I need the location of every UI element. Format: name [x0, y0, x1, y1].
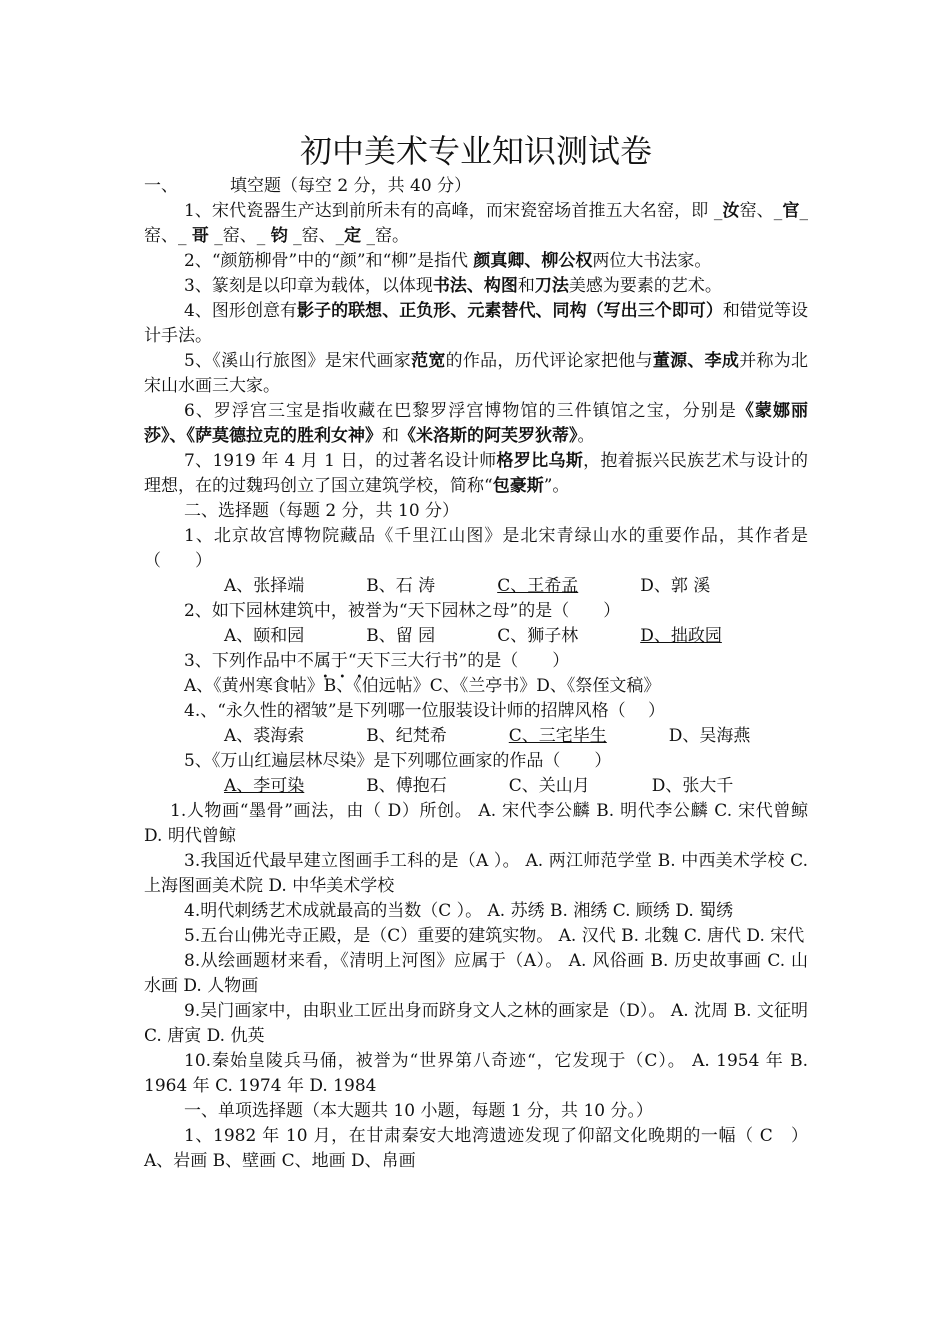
- fill-question-7: 7、1919 年 4 月 1 日，的过著名设计师格罗比乌斯，抱着振兴民族艺术与设计的理想，在的过魏玛创立了国立建筑学校，简称“包豪斯”。: [144, 451, 809, 496]
- section-3-heading: 一、单项选择题（本大题共 10 小题，每题 1 分，共 10 分。）: [184, 1101, 654, 1121]
- section-heading-text: 填空题（每空 2 分，共 40 分）: [230, 176, 472, 196]
- choice-question-4: 4.、“永久性的褶皱”是下列哪一位服装设计师的招牌风格（ ）: [184, 701, 666, 721]
- page-title: 初中美术专业知识测试卷: [299, 132, 652, 170]
- extra-question-4: 4.明代刺绣艺术成就最高的当数（C ）。 A. 苏绣 B. 湘绣 C. 顾绣 D. 蜀绣: [184, 901, 734, 921]
- choice-options-3: A、《黄州寒食帖》B、《伯远帖》C、《兰亭书》D、《祭侄文稿》: [184, 676, 661, 696]
- choice-question-3: 3、下列作品中不属于“天下三大行书”的是（ ）: [184, 651, 570, 671]
- fill-question-4: 4、图形创意有影子的联想、正负形、元素替代、同构（写出三个即可）和错觉等设计手法。: [144, 301, 809, 346]
- section-1-heading: [144, 174, 808, 199]
- document-page: [144, 128, 808, 1174]
- choice-question-1: 1、北京故宫博物院藏品《千里江山图》是北宋青绿山水的重要作品，其作者是（ ）: [144, 526, 808, 571]
- choice-question-5: 5、《万山红遍层林尽染》是下列哪位画家的作品（ ）: [184, 751, 612, 771]
- single-choice-question-1: 1、1982 年 10 月，在甘肃秦安大地湾遗迹发现了仰韶文化晚期的一幅（ C ） A、岩画 B、壁画 C、地画 D、帛画: [144, 1126, 808, 1171]
- extra-question-8: 8.从绘画题材来看，《清明上河图》应属于（A）。 A. 风俗画 B. 历史故事画 C. 山水画 D. 人物画: [144, 951, 808, 996]
- extra-question-3: 3.我国近代最早建立图画手工科的是（A ）。 A. 两江师范学堂 B. 中西美术学校 C. 上海图画美术院 D. 中华美术学校: [144, 851, 808, 896]
- extra-question-5: 5.五台山佛光寺正殿，是（C）重要的建筑实物。 A. 汉代 B. 北魏 C. 唐代 D. 宋代: [184, 926, 805, 946]
- fill-question-1: 1、宋代瓷器生产达到前所未有的高峰，而宋瓷窑场首推五大名窑，即 _汝窑、_官_窑、_ 哥 _窑、_ 钧 _窑、_定 _窑。: [144, 201, 809, 246]
- extra-question-1: 1.人物画“墨骨”画法，由（ D）所创。 A. 宋代李公麟 B. 明代李公麟 C. 宋代曾鲸 D. 明代曾鲸: [144, 801, 808, 846]
- choice-options-2: A、颐和园 B、留 园 C、狮子林 D、拙政园: [224, 626, 722, 646]
- fill-question-6: 6、罗浮宫三宝是指收藏在巴黎罗浮宫博物馆的三件镇馆之宝，分别是《蒙娜丽莎》、《萨莫德拉克的胜利女神》和《米洛斯的阿芙罗狄蒂》。: [144, 401, 808, 446]
- choice-question-2: 2、如下园林建筑中，被誉为“天下园林之母”的是（ ）: [184, 601, 621, 621]
- fill-question-2: 2、“颜筋柳骨”中的“颜”和“柳”是指代 颜真卿、柳公权两位大书法家。: [184, 251, 712, 271]
- choice-options-1: A、张择端 B、石 涛 C、王希孟 D、郭 溪: [224, 576, 711, 596]
- extra-question-9: 9.吴门画家中，由职业工匠出身而跻身文人之林的画家是（D）。 A. 沈周 B. 文征明 C. 唐寅 D. 仇英: [144, 1001, 808, 1046]
- section-number: 一、: [144, 176, 178, 196]
- fill-question-3: 3、篆刻是以印章为载体，以体现书法、构图和刀法美感为要素的艺术。: [184, 276, 722, 296]
- fill-question-5: 5、《溪山行旅图》是宋代画家范宽的作品，历代评论家把他与董源、李成并称为北宋山水画三大家。: [144, 351, 809, 396]
- extra-question-10: 10.秦始皇陵兵马俑，被誉为“世界第八奇迹“，它发现于（C）。 A. 1954 年 B. 1964 年 C. 1974 年 D. 1984: [144, 1051, 808, 1096]
- section-2-heading: 二、选择题（每题 2 分，共 10 分）: [184, 501, 460, 521]
- choice-options-4: A、裘海索 B、纪梵希 C、三宅毕生 D、吴海燕: [224, 726, 751, 746]
- choice-options-5: A、李可染 B、傅抱石 C、关山月 D、张大千: [224, 776, 734, 796]
